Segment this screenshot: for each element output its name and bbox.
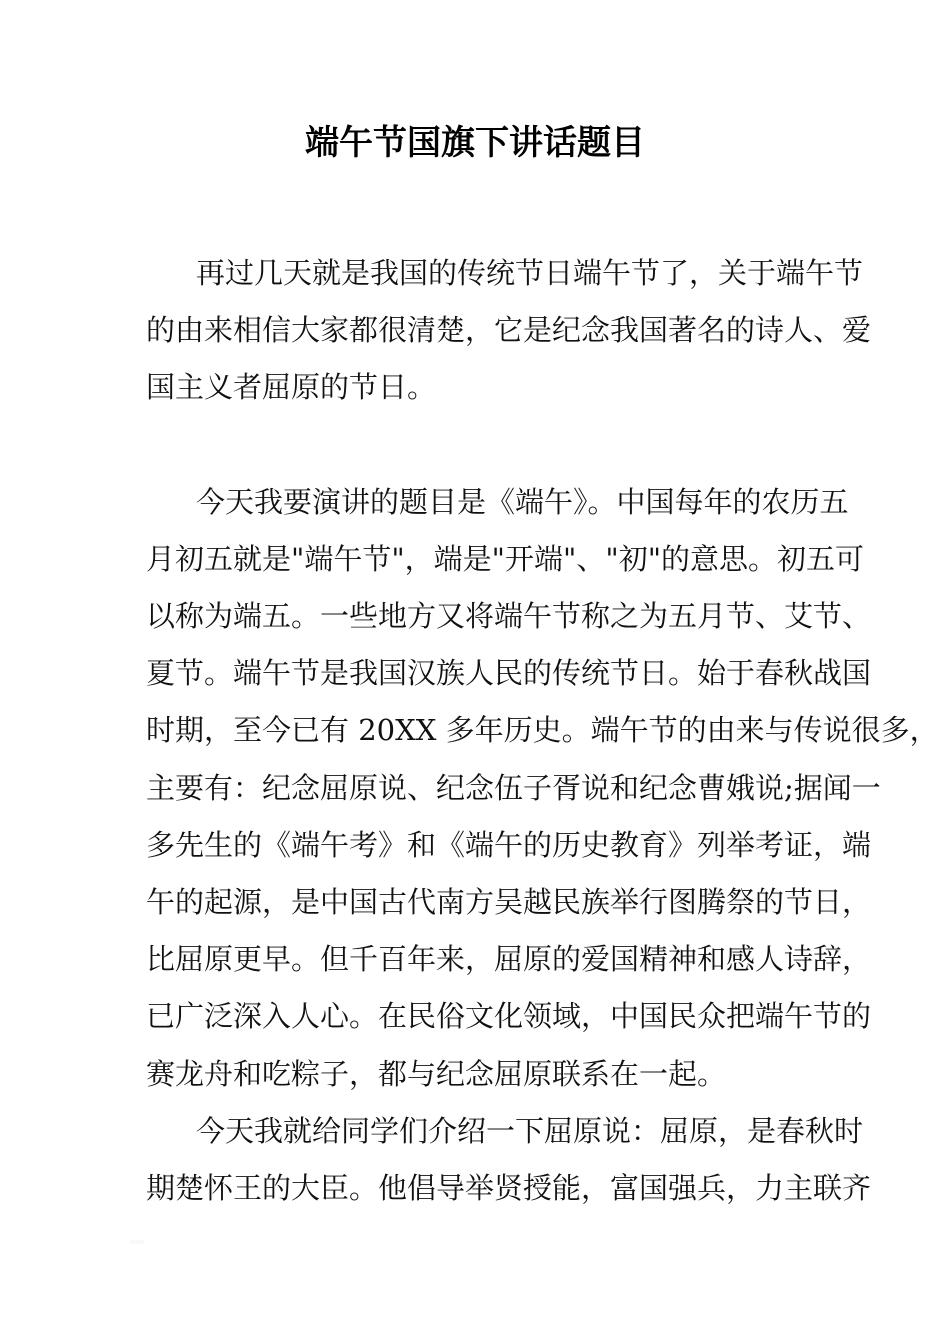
text-line: 赛龙舟和吃粽子，都与纪念屈原联系在一起。 xyxy=(146,1056,727,1091)
text-line: 多先生的《端午考》和《端午的历史教育》列举考证，端 xyxy=(146,827,872,862)
paragraph-3 xyxy=(146,1103,872,1217)
footer-mark xyxy=(130,1240,144,1244)
paragraph-2 xyxy=(146,474,939,1103)
text-line: 时期，至今已有 20XX 多年历史。端午节的由来与传说很多， xyxy=(146,713,939,748)
text-line: 以称为端五。一些地方又将端午节称之为五月节、艾节、 xyxy=(146,599,872,634)
text-line: 今天我要演讲的题目是《端午》。中国每年的农历五 xyxy=(196,484,849,519)
text-line: 夏节。端午节是我国汉族人民的传统节日。始于春秋战国 xyxy=(146,656,872,691)
document-title: 端午节国旗下讲话题目 xyxy=(305,123,645,163)
paragraph-1 xyxy=(146,245,872,417)
text-line: 午的起源，是中国古代南方吴越民族举行图腾祭的节日， xyxy=(146,885,872,920)
text-line: 期楚怀王的大臣。他倡导举贤授能，富国强兵，力主联齐 xyxy=(146,1171,872,1206)
text-line: 比屈原更早。但千百年来，屈原的爱国精神和感人诗辞， xyxy=(146,942,872,977)
text-line: 再过几天就是我国的传统节日端午节了，关于端午节 xyxy=(196,256,864,290)
text-line: 国主义者屈原的节日。 xyxy=(146,370,437,405)
text-line: 已广泛深入人心。在民俗文化领域，中国民众把端午节的 xyxy=(146,999,872,1034)
document-body xyxy=(146,245,939,1217)
text-line: 主要有：纪念屈原说、纪念伍子胥说和纪念曹娥说;据闻一 xyxy=(146,770,881,805)
text-line: 今天我就给同学们介绍一下屈原说：屈原，是春秋时 xyxy=(196,1113,864,1148)
text-line: 的由来相信大家都很清楚，它是纪念我国著名的诗人、爱 xyxy=(146,313,872,348)
text-line: 月初五就是"端午节"，端是"开端"、"初"的意思。初五可 xyxy=(146,541,865,576)
paragraph-spacer xyxy=(146,417,810,474)
